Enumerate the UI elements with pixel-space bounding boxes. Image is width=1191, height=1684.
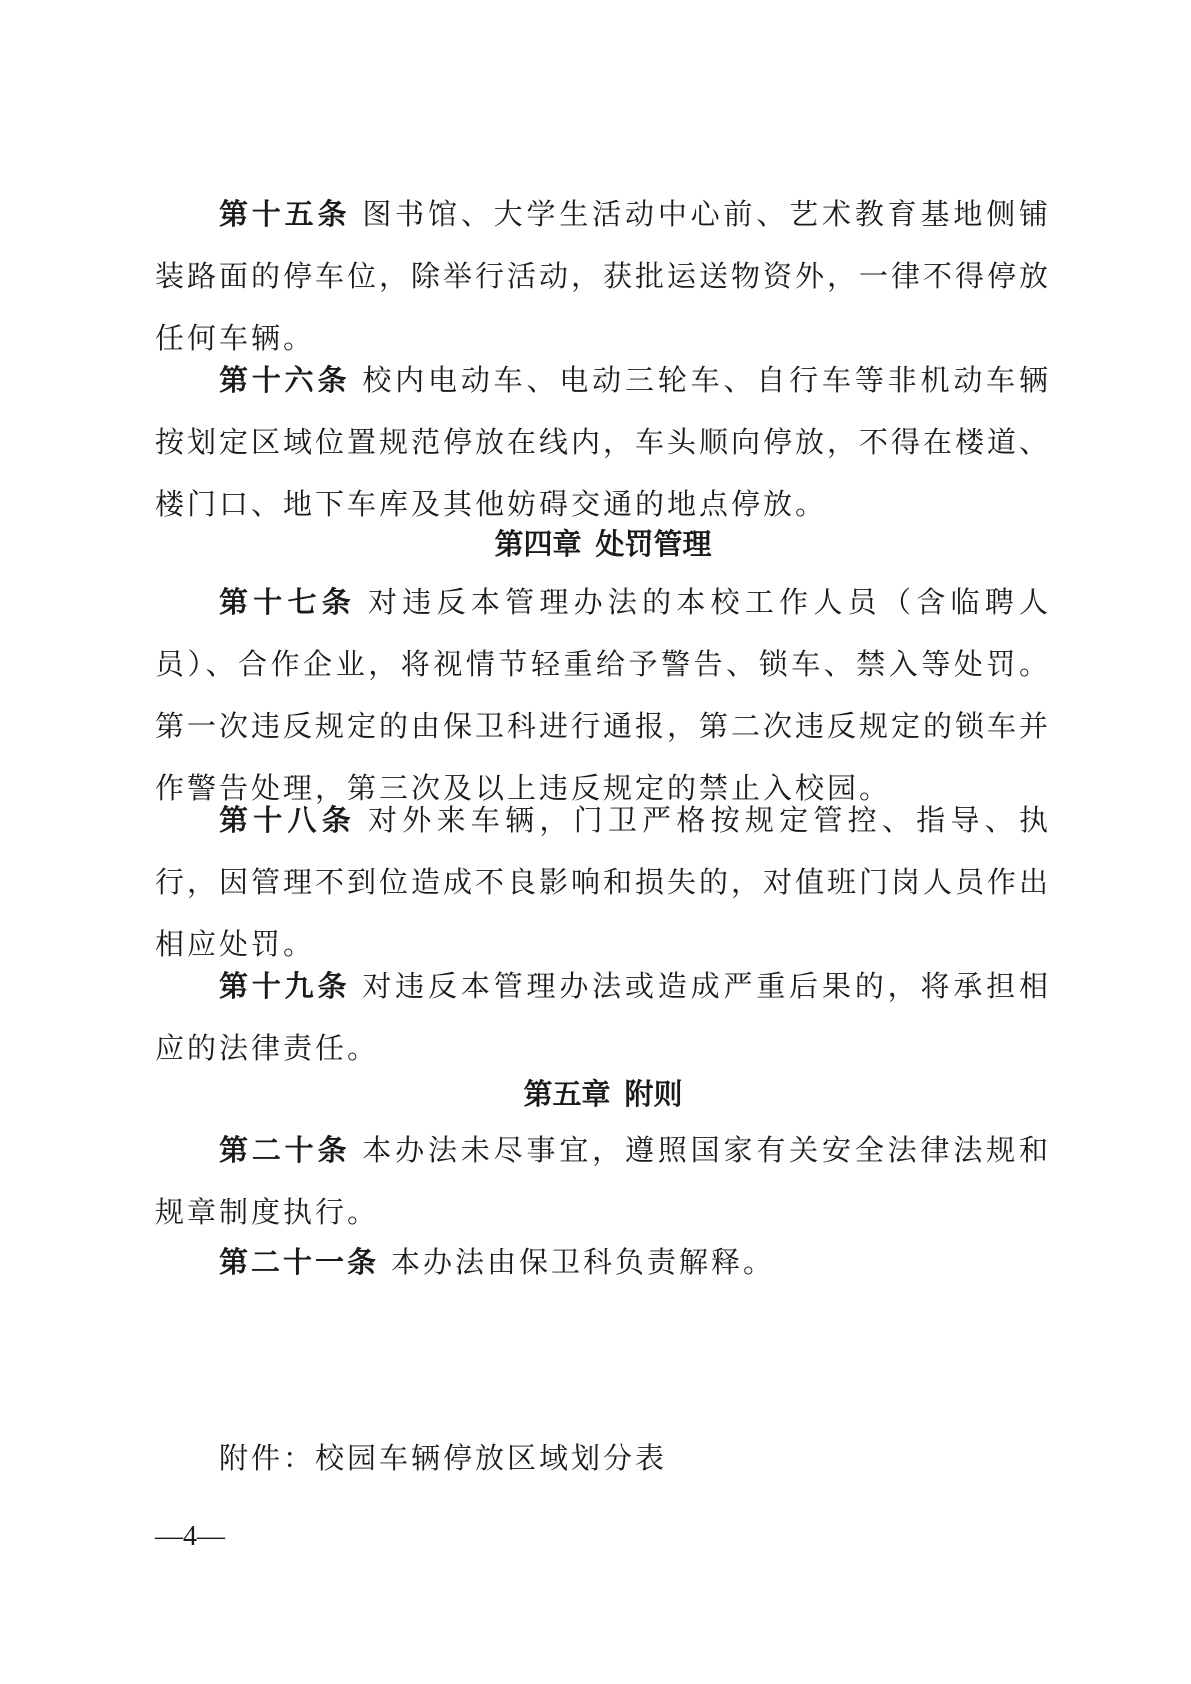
article-label: 第十五条 — [219, 197, 351, 231]
attachment-note: 附件：校园车辆停放区域划分表 — [219, 1441, 668, 1475]
article-text: 对违反本管理办法或造成严重后果的，将承担相应的法律责任。 — [155, 969, 1051, 1065]
article-21 — [155, 1231, 1051, 1293]
article-label: 第十六条 — [219, 363, 351, 397]
chapter-heading-4 — [155, 513, 1051, 575]
article-18 — [155, 789, 1051, 975]
article-label: 第十八条 — [219, 803, 357, 837]
chapter-number: 第五章 — [523, 1077, 611, 1111]
article-label: 第二十条 — [219, 1133, 351, 1167]
page-number: —4— — [155, 1521, 225, 1552]
article-label: 第十七条 — [219, 585, 357, 619]
article-20 — [155, 1119, 1051, 1243]
article-15 — [155, 183, 1051, 369]
article-19 — [155, 955, 1051, 1079]
article-text: 图书馆、大学生活动中心前、艺术教育基地侧铺装路面的停车位，除举行活动，获批运送物资外，一律不得停放任何车辆。 — [155, 197, 1052, 355]
chapter-heading-5 — [155, 1063, 1051, 1125]
article-16 — [155, 349, 1051, 535]
article-text: 对外来车辆，门卫严格按规定管控、指导、执行，因管理不到位造成不良影响和损失的，对值班门岗人员作出相应处罚。 — [155, 803, 1052, 961]
article-label: 第二十一条 — [219, 1245, 380, 1279]
article-text: 本办法由保卫科负责解释。 — [391, 1245, 776, 1279]
chapter-title: 处罚管理 — [595, 527, 712, 561]
article-17 — [155, 571, 1051, 819]
article-text: 校内电动车、电动三轮车、自行车等非机动车辆按划定区域位置规范停放在线内，车头顺向停放，不得在楼道、楼门口、地下车库及其他妨碍交通的地点停放。 — [155, 363, 1052, 521]
chapter-number: 第四章 — [494, 527, 582, 561]
chapter-title: 附则 — [624, 1077, 683, 1111]
article-text: 对违反本管理办法的本校工作人员（含临聘人员）、合作企业，将视情节轻重给予警告、锁车、禁入等处罚。第一次违反规定的由保卫科进行通报，第二次违反规定的锁车并作警告处理，第三次及以上违反规定的禁止入校园。 — [155, 585, 1052, 805]
article-label: 第十九条 — [219, 969, 351, 1003]
article-text: 本办法未尽事宜，遵照国家有关安全法律法规和规章制度执行。 — [155, 1133, 1051, 1229]
